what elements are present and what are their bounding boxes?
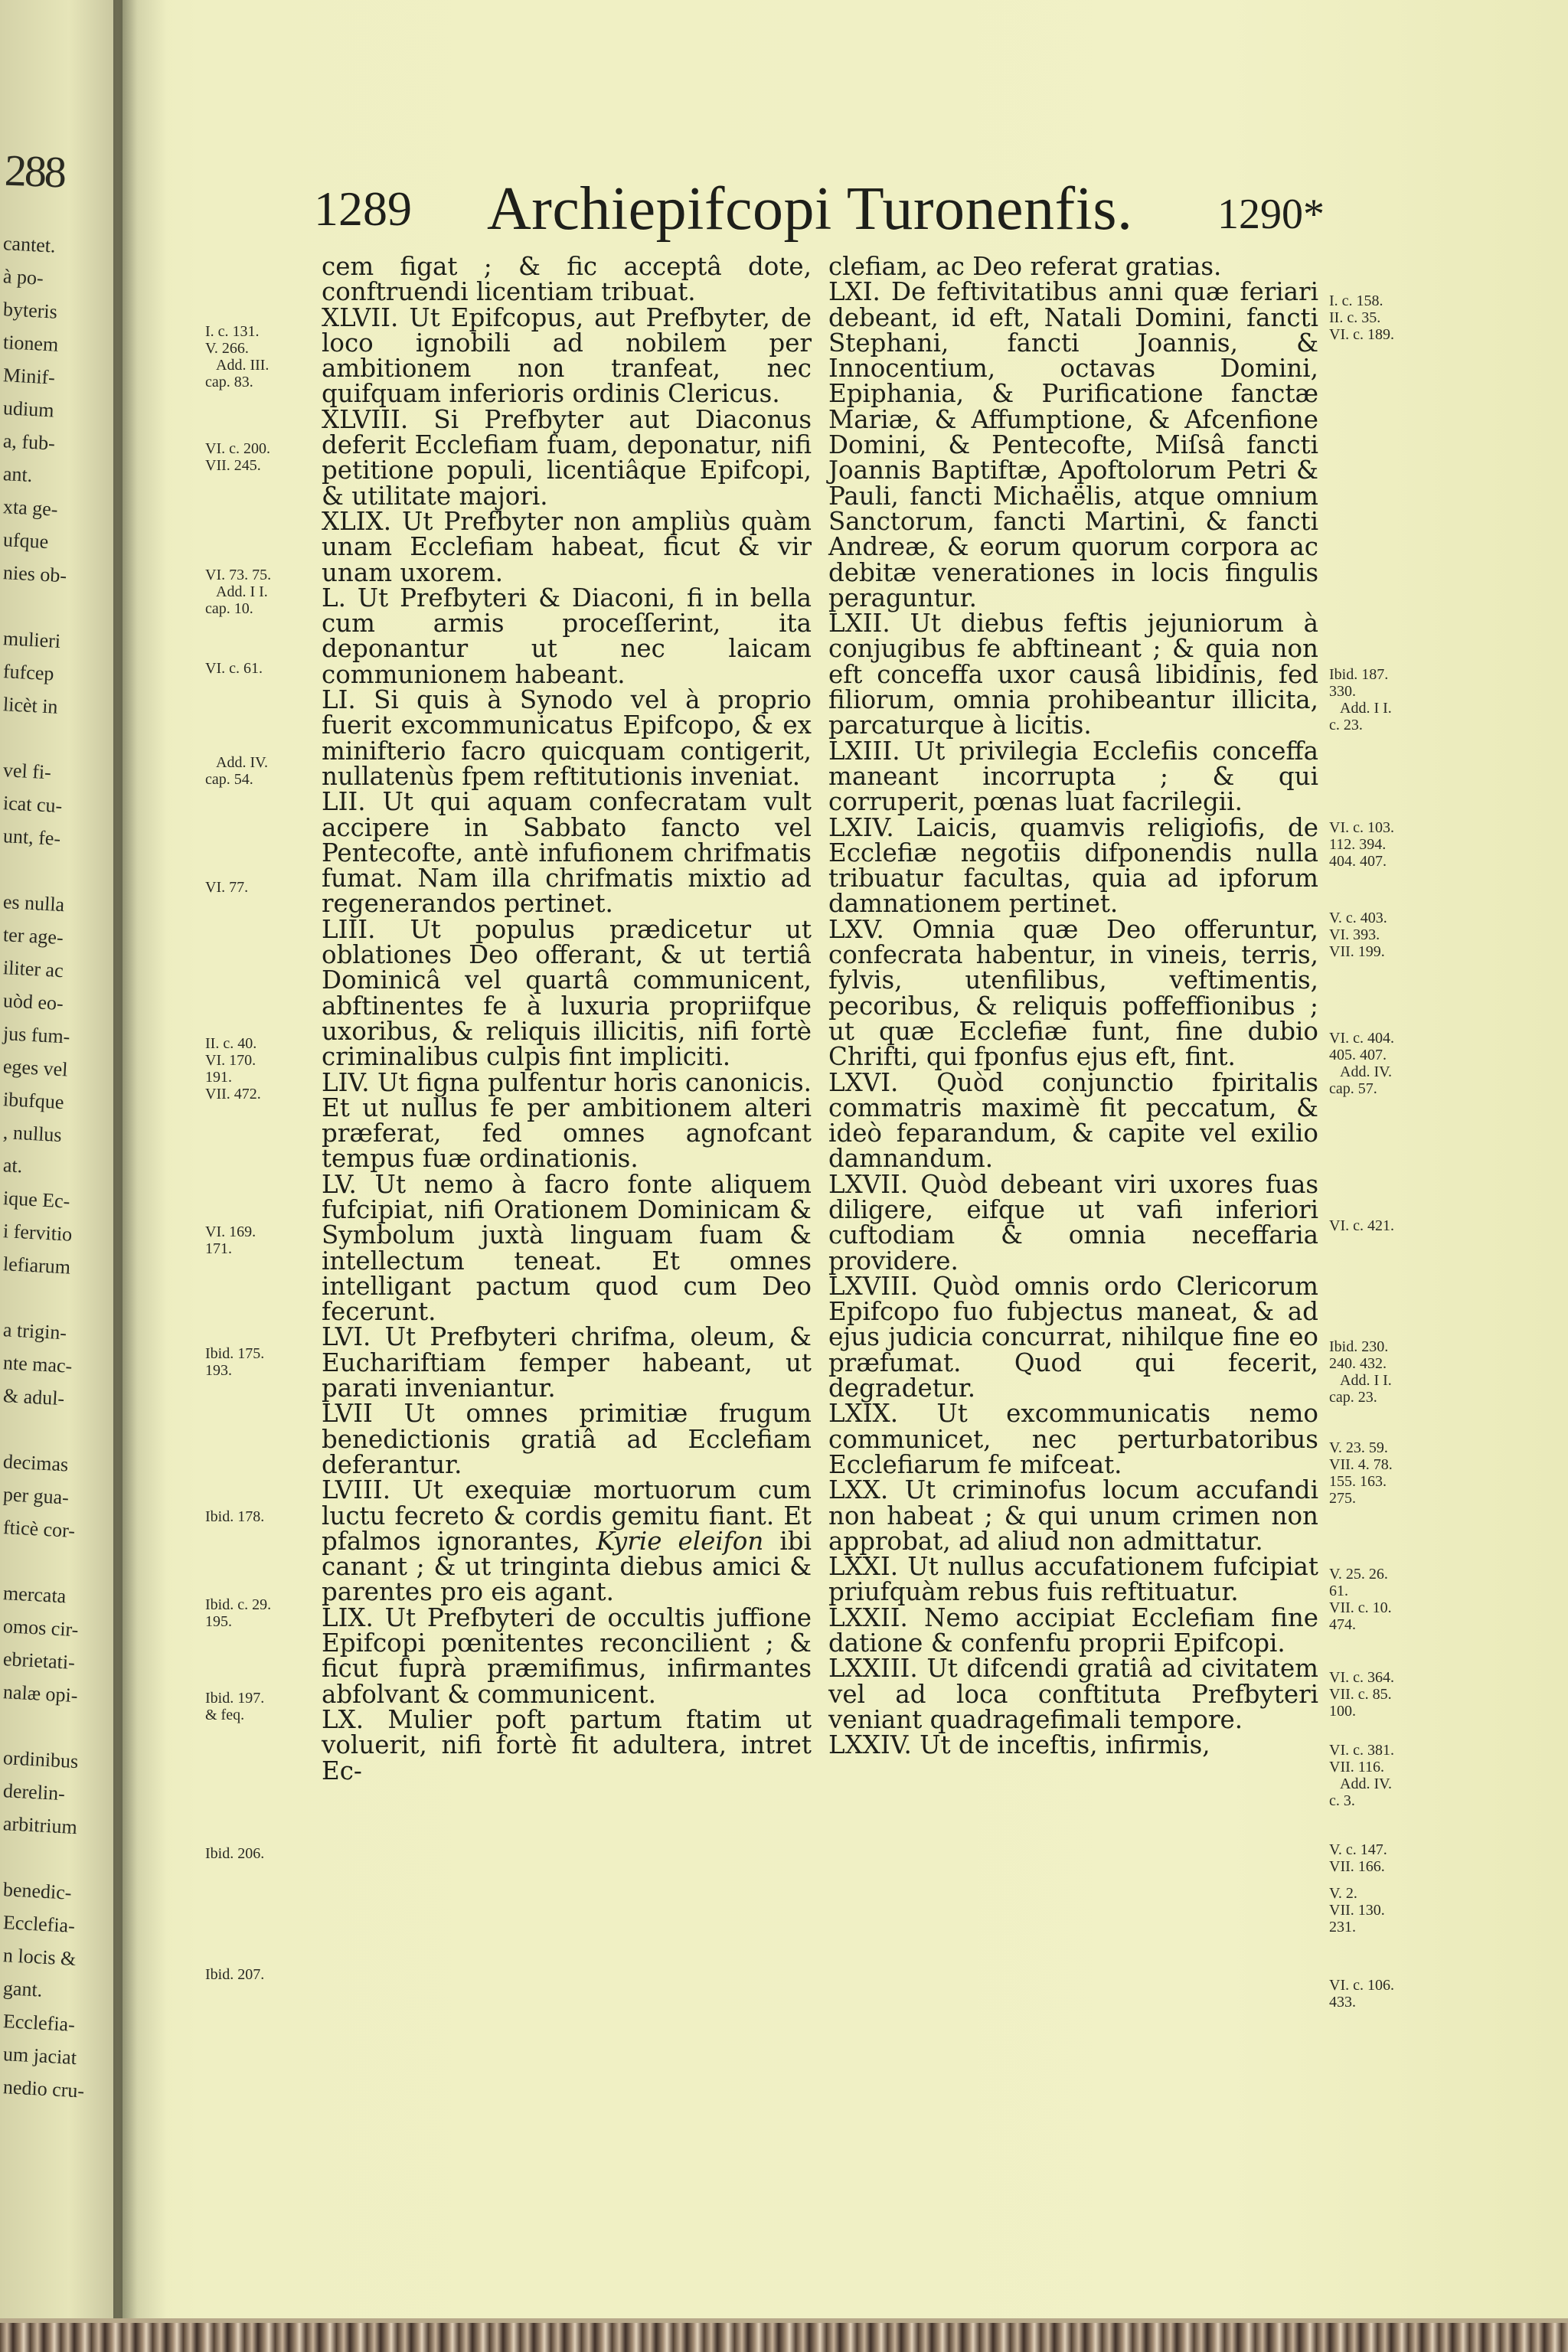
margin-reference-line: II. c. 35. bbox=[1329, 309, 1381, 326]
previous-page-line bbox=[3, 1415, 118, 1448]
margin-reference-line: 61. bbox=[1329, 1583, 1348, 1599]
previous-page-line: ant. bbox=[2, 462, 34, 487]
canon-LXI: LXI. De feftivitatibus anni quæ feriari debeant, id eft, Natali Domini, fancti Stephani, fancti Joannis, & Innocentium, octavas Domini, Epiphania, & Purificatione fanctæ Mariæ, & Affumptione, & Afcenfione Domini, & Pentecofte, Miſsâ fancti Joannis Baptiftæ, Apoftolorum Petri & Pauli, fancti Michaëlis, atque omnium Sanctorum, fancti Martini, & fancti Andreæ, & eorum quorum corpora ac debitæ venerationes in locis fingulis peraguntur. bbox=[828, 277, 1318, 612]
left-text-column bbox=[322, 254, 812, 1784]
canon-LXXIV: LXXIV. Ut de inceftis, infirmis, bbox=[828, 1730, 1210, 1760]
margin-reference-line: Ibid. 187. bbox=[1329, 666, 1389, 683]
previous-page-line: Ecclefia- bbox=[2, 1911, 76, 1937]
previous-page-line: ebrietati- bbox=[2, 1648, 76, 1674]
canon-LIX: LIX. Ut Prefbyteri de occultis juffione Epifcopi pœnitentes reconcilient ; & ficut fuprà præmifimus, infirmantes abfolvant & communicent. bbox=[322, 1602, 812, 1709]
margin-reference-line: VII. c. 10. bbox=[1329, 1599, 1392, 1616]
previous-page-line: lefiarum bbox=[2, 1253, 71, 1279]
previous-page-line: a, fub- bbox=[2, 430, 56, 455]
margin-reference-line: cap. 54. bbox=[205, 771, 253, 788]
margin-reference bbox=[205, 660, 312, 677]
margin-reference-line: V. 266. bbox=[205, 340, 249, 357]
margin-reference-line: cap. 23. bbox=[1329, 1389, 1377, 1406]
margin-reference bbox=[1329, 910, 1421, 960]
margin-reference bbox=[1329, 819, 1421, 870]
margin-reference bbox=[205, 567, 312, 617]
right-text-column bbox=[828, 254, 1318, 1759]
canon-LXVI: LXVI. Quòd conjunctio fpiritalis commatris maximè fit peccatum, & ideò feparandum, & capite vel exilio damnandum. bbox=[828, 1067, 1318, 1174]
previous-page-line: es nulla bbox=[2, 890, 65, 916]
previous-page-line: jus fum- bbox=[2, 1022, 71, 1048]
previous-page-line: vel fi- bbox=[2, 759, 52, 784]
previous-page-line: decimas bbox=[2, 1450, 69, 1476]
margin-reference bbox=[205, 1845, 312, 1862]
canon-LXIII: LXIII. Ut privilegia Ecclefiis conceffa maneant incorrupta ; & qui corruperit, pœnas luat facrilegii. bbox=[828, 736, 1318, 817]
margin-reference bbox=[1329, 1439, 1421, 1507]
previous-page-text bbox=[3, 230, 118, 2106]
previous-page-line: fufcep bbox=[2, 660, 55, 685]
previous-page-line: , nullus bbox=[2, 1121, 63, 1147]
margin-reference-line: 405. 407. bbox=[1329, 1047, 1387, 1063]
margin-reference-line: I. c. 131. bbox=[205, 323, 260, 340]
margin-reference bbox=[1329, 1885, 1421, 1936]
margin-reference bbox=[1329, 1566, 1421, 1633]
previous-page-line: mercata bbox=[2, 1582, 67, 1608]
margin-reference-line: Ibid. 175. bbox=[205, 1345, 265, 1362]
canon-XLVIII: XLVIII. Si Prefbyter aut Diaconus deferit Ecclefiam fuam, deponatur, nifi petitione populi, licentiâque Epifcopi, & utilitate majori. bbox=[322, 404, 812, 511]
canon-LII: LII. Ut qui aquam confecratam vult accipere in Sabbato fancto vel Pentecofte, antè infufionem chrifmatis fumat. Nam illa chrifmatis mixtio ad regenerandos pertinet. bbox=[322, 787, 812, 919]
margin-reference-line: 112. 394. bbox=[1329, 836, 1387, 853]
margin-reference-line: 100. bbox=[1329, 1703, 1356, 1720]
margin-reference-line: 195. bbox=[205, 1613, 232, 1630]
canon-LXVIII: LXVIII. Quòd omnis ordo Clericorum Epifcopo fuo fubjectus maneat, & ad ejus judicia concurrat, nihilque fine eo præfumat. Quod qui fecerit, degradetur. bbox=[828, 1271, 1318, 1403]
margin-reference-line: Add. I I. bbox=[1340, 1372, 1392, 1389]
margin-reference-line: VI. c. 200. bbox=[205, 440, 270, 457]
margin-reference-line: 330. bbox=[1329, 683, 1356, 700]
book-gutter bbox=[113, 0, 167, 2352]
margin-reference-line: VII. 245. bbox=[205, 457, 261, 474]
margin-reference-line: 155. 163. bbox=[1329, 1473, 1387, 1490]
margin-reference-line: VII. 116. bbox=[1329, 1759, 1385, 1775]
margin-reference-line: VI. c. 189. bbox=[1329, 326, 1394, 343]
margin-reference-line: Add. I I. bbox=[216, 583, 268, 600]
previous-page-line: ibufque bbox=[2, 1088, 65, 1114]
previous-page-line: iliter ac bbox=[2, 956, 64, 982]
previous-page-line: at. bbox=[2, 1154, 24, 1178]
margin-reference-line: VI. c. 404. bbox=[1329, 1030, 1394, 1047]
paragraph-continuation: clefiam, ac Deo referat gratias. bbox=[828, 252, 1222, 281]
margin-reference-line: VI. 170. bbox=[205, 1052, 256, 1069]
previous-page-line: ordinibus bbox=[2, 1746, 79, 1773]
canon-LVI: LVI. Ut Prefbyteri chrifma, oleum, & Euchariftiam femper habeant, ut parati inveniantur. bbox=[322, 1322, 812, 1403]
margin-reference-line: Ibid. c. 29. bbox=[205, 1596, 272, 1613]
previous-page-number: 288 bbox=[3, 145, 66, 198]
margin-reference-line: Ibid. 197. bbox=[205, 1690, 265, 1707]
margin-reference-line: 191. bbox=[205, 1069, 232, 1086]
margin-reference-line: Add. IV. bbox=[1340, 1775, 1392, 1792]
margin-reference-line: I. c. 158. bbox=[1329, 292, 1383, 309]
canon-LXIX: LXIX. Ut excommunicatis nemo communicet, nec perturbatoribus Ecclefiarum fe mifceat. bbox=[828, 1399, 1318, 1479]
previous-page-line: n locis & bbox=[2, 1944, 77, 1971]
canon-L: L. Ut Prefbyteri & Diaconi, fi in bella cum armis proceſſerint, ita deponantur ut nec laicam communionem habeant. bbox=[322, 583, 812, 689]
previous-page-line: Minif- bbox=[2, 364, 56, 389]
margin-reference-line: VII. 166. bbox=[1329, 1858, 1385, 1875]
kyrie-eleison-italic: Kyrie eleifon bbox=[596, 1526, 764, 1556]
previous-page-line: licèt in bbox=[2, 693, 59, 718]
canon-XLIX: XLIX. Ut Prefbyter non ampliùs quàm unam Ecclefiam habeat, ficut & vir unam uxorem. bbox=[322, 506, 812, 587]
previous-page-line: eges vel bbox=[2, 1055, 69, 1081]
canon-LXII: LXII. Ut diebus feftis jejuniorum à conjugibus fe abftineant ; & quia non eft conceffa uxor causâ libidinis, fed filiorum, omnia prohibeantur illicita, parcaturque à licitis. bbox=[828, 609, 1318, 740]
margin-reference bbox=[205, 1596, 312, 1630]
previous-page-line: xta ge- bbox=[2, 495, 59, 521]
margin-reference-line: V. 2. bbox=[1329, 1885, 1357, 1902]
margin-reference bbox=[205, 1690, 312, 1723]
previous-page-line bbox=[3, 855, 118, 888]
margin-reference-line: 474. bbox=[1329, 1616, 1356, 1633]
margin-reference-line: Add. IV. bbox=[1340, 1063, 1392, 1080]
canon-LI: LI. Si quis à Synodo vel à proprio fuerit excommunicatus Epifcopo, & ex minifterio facro quicquam contigerit, nullatenùs fpem reftitutionis inveniat. bbox=[322, 685, 812, 791]
margin-reference-line: VII. 4. 78. bbox=[1329, 1456, 1393, 1473]
canon-LIV: LIV. Ut figna pulfentur horis canonicis. Et ut nullus fe per ambitionem alteri præferat, fed omnes agnofcant tempus fuæ ordinationis. bbox=[322, 1067, 812, 1174]
previous-page-line: nedio cru- bbox=[2, 2076, 85, 2102]
margin-reference-line: c. 3. bbox=[1329, 1792, 1355, 1809]
margin-reference-line: VI. c. 103. bbox=[1329, 819, 1394, 836]
canon-LXXI: LXXI. Ut nullus accufationem fufcipiat priufquàm rebus fuis reftituatur. bbox=[828, 1552, 1318, 1607]
previous-page-line: nies ob- bbox=[2, 561, 67, 587]
margin-reference-line: VII. 199. bbox=[1329, 943, 1385, 960]
previous-page-line: ufque bbox=[2, 528, 49, 554]
previous-page-line: udium bbox=[2, 397, 55, 422]
margin-reference-line: VII. c. 85. bbox=[1329, 1686, 1392, 1703]
margin-reference-line: V. 23. 59. bbox=[1329, 1439, 1388, 1456]
margin-reference bbox=[1329, 1742, 1421, 1809]
previous-page-line: fticè cor- bbox=[2, 1516, 76, 1542]
previous-page-line bbox=[3, 1283, 118, 1316]
margin-reference-line: 275. bbox=[1329, 1490, 1356, 1507]
previous-page-line bbox=[3, 724, 118, 756]
previous-page-line: byteris bbox=[2, 298, 58, 323]
margin-reference bbox=[1329, 1841, 1421, 1875]
previous-page-line bbox=[3, 1547, 118, 1579]
previous-page-line: per gua- bbox=[2, 1483, 70, 1509]
margin-reference bbox=[205, 1345, 312, 1379]
margin-reference-line: V. c. 147. bbox=[1329, 1841, 1387, 1858]
previous-page-line: ter age- bbox=[2, 923, 64, 949]
margin-reference-line: VI. c. 381. bbox=[1329, 1742, 1394, 1759]
margin-reference bbox=[1329, 1977, 1421, 2011]
previous-page-line: gant. bbox=[2, 1977, 44, 2001]
margin-reference-line: V. 25. 26. bbox=[1329, 1566, 1388, 1583]
previous-page-line: uòd eo- bbox=[2, 989, 64, 1015]
margin-reference-line: cap. 57. bbox=[1329, 1080, 1377, 1097]
margin-reference-line: Add. I I. bbox=[1340, 700, 1392, 717]
margin-reference-line: 240. 432. bbox=[1329, 1355, 1387, 1372]
canon-LVIII: LVIII. Ut exequiæ mortuorum cum luctu fecreto & cordis gemitu fiant. Et pfalmos ignorantes, Kyrie eleifon ibi canant ; & ut tringinta diebus amici & parentes pro eis agant. bbox=[322, 1475, 812, 1607]
previous-page-line bbox=[3, 592, 118, 625]
margin-reference bbox=[205, 754, 312, 788]
margin-reference-line: II. c. 40. bbox=[205, 1035, 257, 1052]
margin-reference-line: c. 23. bbox=[1329, 717, 1363, 733]
previous-page-line: unt, fe- bbox=[2, 825, 61, 850]
canon-LXXII: LXXII. Nemo accipiat Ecclefiam fine datione & confenfu proprii Epifcopi. bbox=[828, 1602, 1318, 1658]
previous-page-line: & adul- bbox=[2, 1384, 65, 1410]
margin-reference bbox=[1329, 1338, 1421, 1406]
margin-reference bbox=[1329, 1217, 1421, 1234]
canon-LIII: LIII. Ut populus prædicetur ut oblationes Deo offerant, & ut tertiâ Dominicâ vel quartâ communicent, abftinentes fe à luxuria propriifque uxoribus, & reliquis illicitis, nifi fortè criminalibus culpis fint impliciti. bbox=[322, 914, 812, 1072]
canon-LXVII: LXVII. Quòd debeant viri uxores fuas diligere, eifque ut vafi inferiori cuftodiam & omnia neceffaria providere. bbox=[828, 1169, 1318, 1276]
left-column-number: 1289 bbox=[314, 181, 412, 236]
previous-page-edge bbox=[0, 0, 122, 2352]
previous-page-line: ique Ec- bbox=[2, 1187, 71, 1213]
previous-page-line bbox=[3, 1711, 118, 1744]
previous-page-line: omos cir- bbox=[2, 1615, 80, 1642]
previous-page-line: benedic- bbox=[2, 1878, 73, 1904]
previous-page-line bbox=[3, 1843, 118, 1876]
margin-reference-line: Add. III. bbox=[216, 357, 270, 374]
margin-reference bbox=[205, 1223, 312, 1257]
margin-reference-line: VI. 73. 75. bbox=[205, 567, 272, 583]
right-column-number: 1290* bbox=[1217, 191, 1325, 238]
canon-LVII: LVII Ut omnes primitiæ frugum benedictionis gratiâ ad Ecclefiam deferantur. bbox=[322, 1399, 812, 1479]
previous-page-line: Ecclefia- bbox=[2, 2010, 76, 2036]
previous-page-line: nalæ opi- bbox=[2, 1681, 79, 1707]
margin-reference bbox=[205, 879, 312, 896]
margin-reference-line: cap. 83. bbox=[205, 374, 253, 390]
canon-LX: LX. Mulier poft partum ftatim ut voluerit, nifi fortè fit adultera, intret Ec- bbox=[322, 1704, 812, 1785]
margin-reference-line: Ibid. 178. bbox=[205, 1508, 265, 1525]
previous-page-line: tionem bbox=[2, 331, 59, 356]
previous-page-line: à po- bbox=[2, 265, 44, 289]
margin-reference bbox=[205, 1966, 312, 1983]
margin-reference bbox=[1329, 1030, 1421, 1097]
margin-reference bbox=[205, 1508, 312, 1525]
running-title: Archiepifcopi Turonenfis. bbox=[487, 175, 1133, 243]
margin-reference-line: VII. 130. bbox=[1329, 1902, 1385, 1919]
background-cloth bbox=[0, 2323, 1568, 2352]
previous-page-line: cantet. bbox=[2, 232, 57, 257]
previous-page-line: derelin- bbox=[2, 1779, 66, 1805]
previous-page-line: i fervitio bbox=[2, 1220, 74, 1246]
margin-reference-line: cap. 10. bbox=[205, 600, 253, 617]
margin-reference-line: Ibid. 207. bbox=[205, 1966, 265, 1983]
margin-reference-line: VI. c. 106. bbox=[1329, 1977, 1394, 1994]
running-header bbox=[306, 175, 1325, 251]
margin-reference-line: VI. 393. bbox=[1329, 926, 1380, 943]
margin-reference-line: VI. c. 421. bbox=[1329, 1217, 1394, 1234]
margin-reference-line: Add. IV. bbox=[216, 754, 268, 771]
margin-reference-line: 231. bbox=[1329, 1919, 1356, 1936]
margin-reference-line: 404. 407. bbox=[1329, 853, 1387, 870]
margin-reference-line: 193. bbox=[205, 1362, 232, 1379]
canon-LXIV: LXIV. Laicis, quamvis religiofis, de Ecclefiæ negotiis difponendis nulla tribuatur facultas, quia ad ipforum damnationem pertinet. bbox=[828, 812, 1318, 919]
previous-page-line: a trigin- bbox=[2, 1318, 67, 1344]
canon-LV: LV. Ut nemo à facro fonte aliquem fufcipiat, nifi Orationem Dominicam & Symbolum juxtà linguam fuam & intellectum teneat. Et omnes intelligant pactum quod cum Deo fecerunt. bbox=[322, 1169, 812, 1327]
margin-reference-line: VI. 169. bbox=[205, 1223, 256, 1240]
margin-reference bbox=[205, 1035, 312, 1102]
previous-page-line: arbitrium bbox=[2, 1812, 78, 1839]
previous-page-line: icat cu- bbox=[2, 792, 63, 818]
margin-reference bbox=[205, 323, 312, 390]
previous-page-line: mulieri bbox=[2, 627, 61, 652]
paragraph-continuation: cem figat ; & fic acceptâ dote, conftruendi licentiam tribuat. bbox=[322, 252, 812, 307]
canon-XLVII: XLVII. Ut Epifcopus, aut Prefbyter, de loco ignobili ad nobilem per ambitionem non tranfeat, nec quifquam inferioris ordinis Clericus. bbox=[322, 302, 812, 409]
margin-reference-line: & feq. bbox=[205, 1707, 245, 1723]
margin-reference-line: 433. bbox=[1329, 1994, 1356, 2011]
canon-LXX: LXX. Ut criminofus locum accufandi non habeat ; & qui unum crimen non approbat, ad aliud non admittatur. bbox=[828, 1475, 1318, 1556]
margin-reference-line: VI. c. 364. bbox=[1329, 1669, 1394, 1686]
canon-LXV: LXV. Omnia quæ Deo offeruntur, confecrata habentur, in vineis, terris, fylvis, utenfilibus, veftimentis, pecoribus, & reliquis poffeffionibus ; ut quæ Ecclefiæ funt, fine dubio Chrifti, qui fponfus ejus eft, fint. bbox=[828, 914, 1318, 1072]
margin-reference-line: VI. 77. bbox=[205, 879, 249, 896]
canon-LXXIII: LXXIII. Ut difcendi gratiâ ad civitatem vel ad loca conftituta Prefbyteri veniant quadragefimali tempore. bbox=[828, 1654, 1318, 1734]
margin-reference bbox=[205, 440, 312, 474]
margin-reference-line: VI. c. 61. bbox=[205, 660, 263, 677]
margin-reference-line: Ibid. 206. bbox=[205, 1845, 265, 1862]
margin-reference-line: V. c. 403. bbox=[1329, 910, 1387, 926]
margin-reference bbox=[1329, 1669, 1421, 1720]
previous-page-line: nte mac- bbox=[2, 1351, 73, 1377]
previous-page-line: um jaciat bbox=[2, 2043, 77, 2069]
margin-reference bbox=[1329, 666, 1421, 733]
margin-reference-line: 171. bbox=[205, 1240, 232, 1257]
margin-reference-line: Ibid. 230. bbox=[1329, 1338, 1389, 1355]
margin-reference-line: VII. 472. bbox=[205, 1086, 261, 1102]
margin-reference bbox=[1329, 292, 1421, 343]
